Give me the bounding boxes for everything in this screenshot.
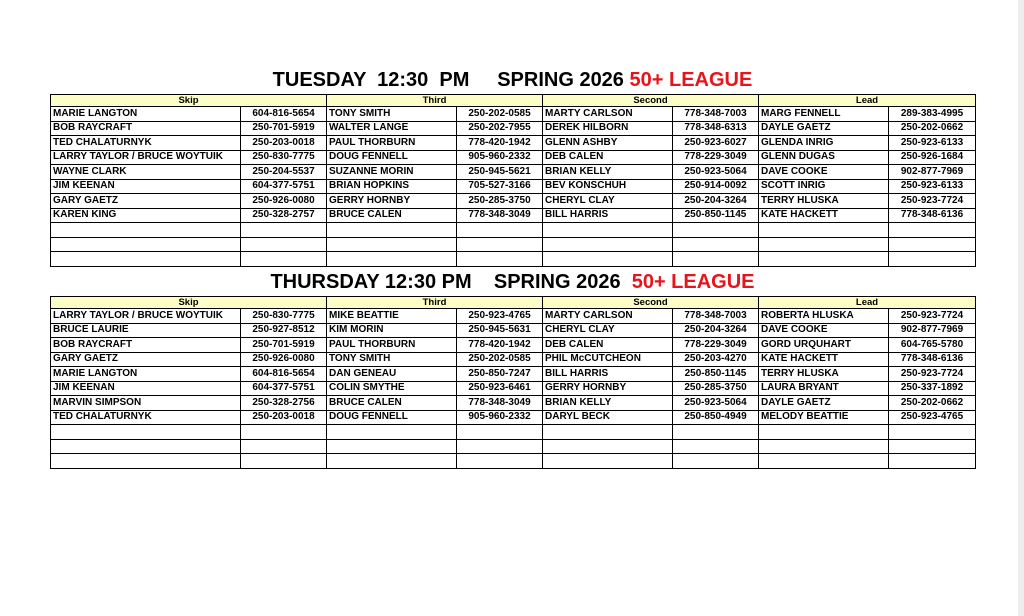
third-phone-cell [457,252,543,267]
lead-phone-cell [889,252,976,267]
table-row [51,381,976,396]
second-phone-cell: 778-348-6313 [673,121,759,136]
tuesday-roster-table [50,94,976,267]
lead-name-cell: ROBERTA HLUSKA [759,309,889,324]
thursday-roster-table [50,296,976,469]
skip-name-cell: MARVIN SIMPSON [51,396,241,411]
skip-name-cell: LARRY TAYLOR / BRUCE WOYTUIK [51,150,241,165]
lead-phone-cell [889,425,976,440]
lead-name-cell [759,439,889,454]
second-name-cell: DEB CALEN [543,338,673,353]
second-phone-cell: 778-348-7003 [673,309,759,324]
thursday-rows [51,309,976,469]
second-phone-cell: 250-923-5064 [673,165,759,180]
lead-name-cell [759,237,889,252]
thursday-title [50,270,975,294]
lead-phone-cell: 778-348-6136 [889,352,976,367]
thursday-title-main: THURSDAY 12:30 PM SPRING 2026 [270,271,632,293]
skip-phone-cell [241,425,327,440]
third-name-cell [327,237,457,252]
third-phone-cell: 778-420-1942 [457,136,543,151]
header-third: Third [327,95,543,107]
tuesday-header-row [51,95,976,107]
second-name-cell [543,223,673,238]
skip-phone-cell: 250-328-2757 [241,208,327,223]
lead-phone-cell: 250-923-7724 [889,194,976,209]
table-row [51,237,976,252]
table-row [51,121,976,136]
second-phone-cell [673,454,759,469]
table-row [51,425,976,440]
table-row [51,367,976,382]
skip-name-cell: MARIE LANGTON [51,367,241,382]
skip-name-cell [51,237,241,252]
header-skip: Skip [51,297,327,309]
second-phone-cell: 778-348-7003 [673,107,759,122]
skip-name-cell: WAYNE CLARK [51,165,241,180]
second-phone-cell: 250-850-1145 [673,208,759,223]
header-second: Second [543,297,759,309]
second-phone-cell: 250-204-3264 [673,194,759,209]
skip-phone-cell: 250-701-5919 [241,338,327,353]
second-phone-cell [673,237,759,252]
skip-phone-cell [241,237,327,252]
skip-phone-cell: 250-328-2756 [241,396,327,411]
table-row [51,136,976,151]
table-row [51,439,976,454]
third-phone-cell: 250-945-5621 [457,165,543,180]
skip-phone-cell: 604-816-5654 [241,107,327,122]
third-phone-cell: 250-285-3750 [457,194,543,209]
second-name-cell: MARTY CARLSON [543,309,673,324]
third-phone-cell: 250-202-7955 [457,121,543,136]
second-name-cell: GLENN ASHBY [543,136,673,151]
lead-phone-cell: 902-877-7969 [889,323,976,338]
tuesday-title [50,68,975,92]
third-phone-cell: 250-850-7247 [457,367,543,382]
skip-name-cell: BOB RAYCRAFT [51,121,241,136]
third-phone-cell: 778-420-1942 [457,338,543,353]
third-name-cell: PAUL THORBURN [327,338,457,353]
table-row [51,338,976,353]
skip-name-cell: GARY GAETZ [51,352,241,367]
third-phone-cell: 250-923-6461 [457,381,543,396]
lead-name-cell: DAVE COOKE [759,165,889,180]
third-phone-cell: 905-960-2332 [457,410,543,425]
skip-name-cell: JIM KEENAN [51,179,241,194]
skip-phone-cell [241,439,327,454]
lead-phone-cell [889,223,976,238]
third-phone-cell: 905-960-2332 [457,150,543,165]
skip-name-cell [51,454,241,469]
second-name-cell: DEREK HILBORN [543,121,673,136]
second-name-cell: BEV KONSCHUH [543,179,673,194]
lead-name-cell: MARG FENNELL [759,107,889,122]
lead-name-cell: KATE HACKETT [759,208,889,223]
third-phone-cell: 705-527-3166 [457,179,543,194]
lead-name-cell: TERRY HLUSKA [759,367,889,382]
table-row [51,223,976,238]
table-row [51,323,976,338]
skip-phone-cell: 250-927-8512 [241,323,327,338]
second-name-cell [543,237,673,252]
second-name-cell: CHERYL CLAY [543,194,673,209]
lead-phone-cell: 778-348-6136 [889,208,976,223]
third-name-cell: BRUCE CALEN [327,396,457,411]
lead-phone-cell: 250-923-6133 [889,136,976,151]
third-name-cell: GERRY HORNBY [327,194,457,209]
second-phone-cell [673,252,759,267]
lead-name-cell: SCOTT INRIG [759,179,889,194]
header-lead: Lead [759,95,976,107]
lead-name-cell: TERRY HLUSKA [759,194,889,209]
third-phone-cell: 250-202-0585 [457,107,543,122]
lead-name-cell: KATE HACKETT [759,352,889,367]
second-phone-cell: 250-285-3750 [673,381,759,396]
lead-name-cell [759,425,889,440]
skip-phone-cell: 250-203-0018 [241,136,327,151]
skip-phone-cell: 250-204-5537 [241,165,327,180]
third-phone-cell: 250-945-5631 [457,323,543,338]
skip-phone-cell: 604-816-5654 [241,367,327,382]
lead-phone-cell [889,439,976,454]
second-phone-cell: 250-850-4949 [673,410,759,425]
table-row [51,179,976,194]
skip-phone-cell: 250-203-0018 [241,410,327,425]
second-phone-cell: 250-914-0092 [673,179,759,194]
third-phone-cell [457,439,543,454]
table-row [51,309,976,324]
tuesday-title-main: TUESDAY 12:30 PM SPRING 2026 [272,69,630,91]
lead-phone-cell: 250-923-4765 [889,410,976,425]
lead-name-cell: GORD URQUHART [759,338,889,353]
third-phone-cell: 778-348-3049 [457,396,543,411]
skip-name-cell: JIM KEENAN [51,381,241,396]
third-phone-cell [457,454,543,469]
lead-phone-cell: 902-877-7969 [889,165,976,180]
skip-phone-cell [241,454,327,469]
second-phone-cell: 778-229-3049 [673,150,759,165]
second-phone-cell: 250-203-4270 [673,352,759,367]
second-name-cell: BILL HARRIS [543,208,673,223]
tuesday-rows [51,107,976,267]
table-row [51,208,976,223]
lead-phone-cell: 250-923-7724 [889,309,976,324]
lead-phone-cell: 250-337-1892 [889,381,976,396]
skip-phone-cell: 250-926-0080 [241,352,327,367]
skip-phone-cell: 604-377-5751 [241,381,327,396]
table-row [51,107,976,122]
second-name-cell: DEB CALEN [543,150,673,165]
third-name-cell: TONY SMITH [327,107,457,122]
table-row [51,454,976,469]
table-row [51,410,976,425]
lead-phone-cell: 250-926-1684 [889,150,976,165]
third-name-cell: BRIAN HOPKINS [327,179,457,194]
skip-name-cell [51,439,241,454]
table-row [51,352,976,367]
table-row [51,252,976,267]
skip-name-cell: LARRY TAYLOR / BRUCE WOYTUIK [51,309,241,324]
lead-phone-cell: 289-383-4995 [889,107,976,122]
header-lead: Lead [759,297,976,309]
skip-name-cell [51,223,241,238]
second-name-cell: DARYL BECK [543,410,673,425]
skip-name-cell: BRUCE LAURIE [51,323,241,338]
second-name-cell [543,425,673,440]
table-row [51,150,976,165]
third-name-cell: COLIN SMYTHE [327,381,457,396]
second-phone-cell [673,425,759,440]
second-name-cell [543,439,673,454]
second-name-cell: MARTY CARLSON [543,107,673,122]
skip-name-cell: KAREN KING [51,208,241,223]
third-name-cell [327,252,457,267]
skip-name-cell: BOB RAYCRAFT [51,338,241,353]
lead-phone-cell: 604-765-5780 [889,338,976,353]
third-name-cell [327,454,457,469]
third-phone-cell: 778-348-3049 [457,208,543,223]
skip-phone-cell [241,252,327,267]
page-edge [1018,0,1024,616]
second-name-cell: CHERYL CLAY [543,323,673,338]
lead-name-cell: DAVE COOKE [759,323,889,338]
second-phone-cell: 250-850-1145 [673,367,759,382]
second-phone-cell: 250-923-6027 [673,136,759,151]
second-name-cell: BRIAN KELLY [543,396,673,411]
third-phone-cell: 250-202-0585 [457,352,543,367]
third-phone-cell [457,223,543,238]
lead-phone-cell: 250-202-0662 [889,396,976,411]
lead-name-cell: LAURA BRYANT [759,381,889,396]
lead-name-cell [759,223,889,238]
second-name-cell [543,454,673,469]
lead-phone-cell: 250-923-7724 [889,367,976,382]
lead-name-cell: DAYLE GAETZ [759,121,889,136]
second-name-cell: PHIL McCUTCHEON [543,352,673,367]
second-phone-cell: 250-923-5064 [673,396,759,411]
thursday-header-row [51,297,976,309]
third-name-cell: TONY SMITH [327,352,457,367]
skip-phone-cell: 250-830-7775 [241,150,327,165]
second-name-cell: BRIAN KELLY [543,165,673,180]
third-name-cell: KIM MORIN [327,323,457,338]
second-phone-cell [673,439,759,454]
third-name-cell [327,425,457,440]
lead-name-cell [759,252,889,267]
skip-name-cell: GARY GAETZ [51,194,241,209]
skip-name-cell [51,252,241,267]
lead-phone-cell: 250-923-6133 [889,179,976,194]
second-name-cell: GERRY HORNBY [543,381,673,396]
header-skip: Skip [51,95,327,107]
skip-name-cell: MARIE LANGTON [51,107,241,122]
skip-name-cell: TED CHALATURNYK [51,136,241,151]
third-name-cell: WALTER LANGE [327,121,457,136]
tuesday-title-league: 50+ LEAGUE [629,69,753,91]
second-name-cell [543,252,673,267]
skip-phone-cell: 250-830-7775 [241,309,327,324]
lead-name-cell: DAYLE GAETZ [759,396,889,411]
lead-phone-cell [889,237,976,252]
table-row [51,396,976,411]
skip-phone-cell: 604-377-5751 [241,179,327,194]
third-phone-cell: 250-923-4765 [457,309,543,324]
second-phone-cell: 778-229-3049 [673,338,759,353]
skip-phone-cell: 250-926-0080 [241,194,327,209]
third-name-cell: PAUL THORBURN [327,136,457,151]
third-name-cell: DOUG FENNELL [327,150,457,165]
lead-name-cell: MELODY BEATTIE [759,410,889,425]
third-name-cell: MIKE BEATTIE [327,309,457,324]
skip-phone-cell: 250-701-5919 [241,121,327,136]
skip-name-cell [51,425,241,440]
third-name-cell [327,223,457,238]
header-third: Third [327,297,543,309]
table-row [51,165,976,180]
skip-phone-cell [241,223,327,238]
table-row [51,194,976,209]
lead-phone-cell [889,454,976,469]
skip-name-cell: TED CHALATURNYK [51,410,241,425]
lead-name-cell: GLENN DUGAS [759,150,889,165]
third-phone-cell [457,425,543,440]
lead-name-cell [759,454,889,469]
lead-phone-cell: 250-202-0662 [889,121,976,136]
lead-name-cell: GLENDA INRIG [759,136,889,151]
third-phone-cell [457,237,543,252]
third-name-cell: DOUG FENNELL [327,410,457,425]
third-name-cell: DAN GENEAU [327,367,457,382]
third-name-cell [327,439,457,454]
second-phone-cell: 250-204-3264 [673,323,759,338]
third-name-cell: SUZANNE MORIN [327,165,457,180]
second-name-cell: BILL HARRIS [543,367,673,382]
header-second: Second [543,95,759,107]
third-name-cell: BRUCE CALEN [327,208,457,223]
thursday-title-league: 50+ LEAGUE [631,271,755,293]
second-phone-cell [673,223,759,238]
